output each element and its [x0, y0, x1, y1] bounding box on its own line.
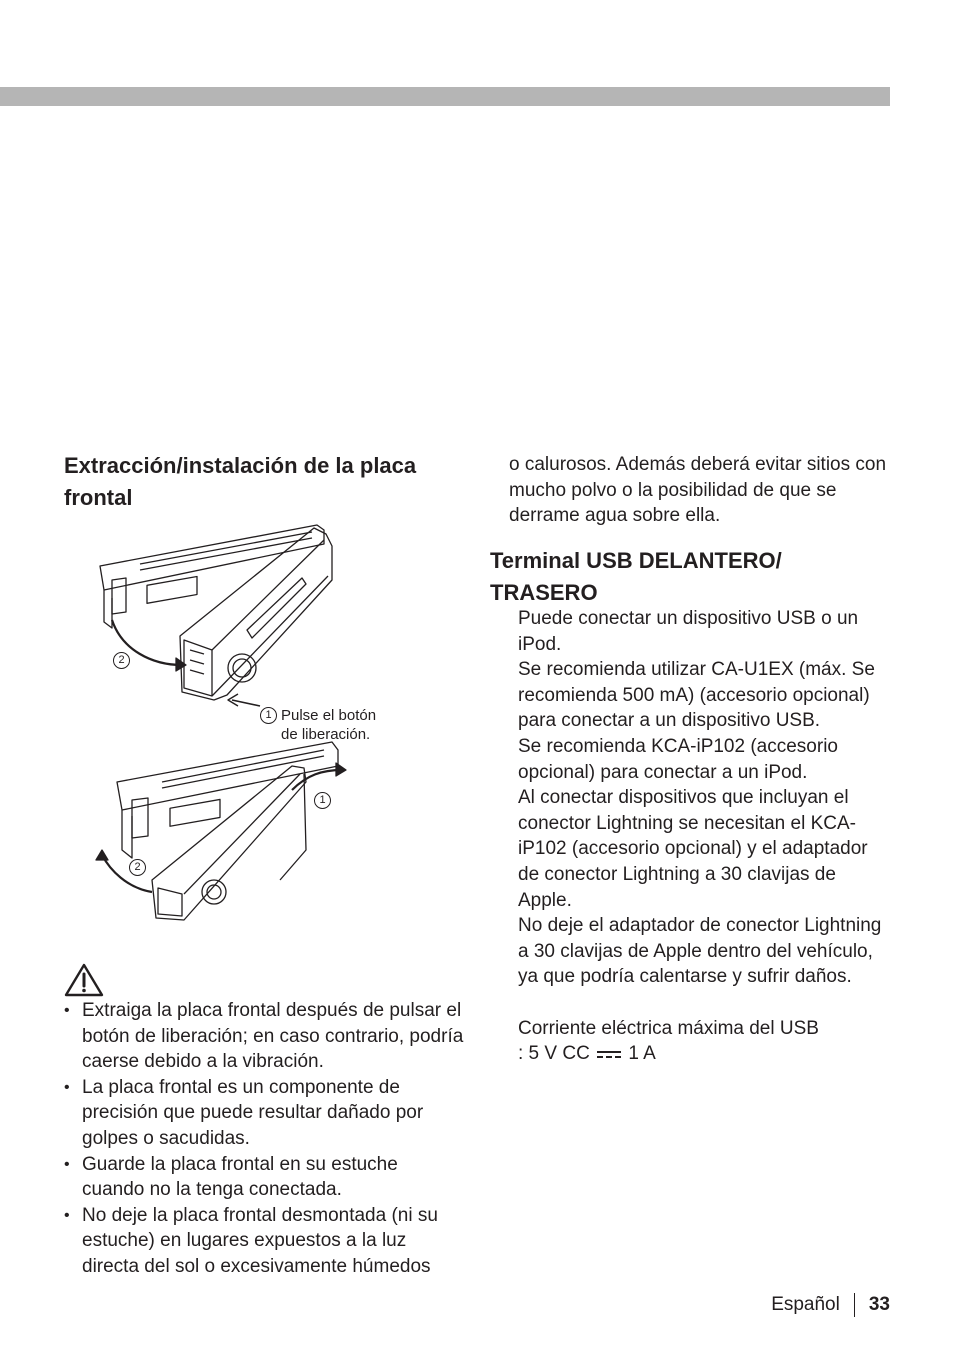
usb-heading: Terminal USB DELANTERO/ TRASERO	[490, 548, 782, 605]
caution-continuation: o calurosos. Además deberá evitar sitios con mucho polvo o la posibilidad de que se derrame agua sobre ella.	[509, 454, 887, 527]
usb-paragraph: Se recomienda KCA-iP102 (accesorio opcional) para conectar a un iPod.	[518, 735, 838, 783]
page-footer	[771, 1291, 890, 1319]
paragraph-gap	[518, 990, 890, 1016]
faceplate-heading: Extracción/instalación de la placa frontal	[64, 453, 417, 510]
usb-paragraph: No deje el adaptador de conector Lightning a 30 clavijas de Apple dentro del vehículo, ya que podría calentarse y sufrir daños.	[518, 915, 882, 988]
release-caption-line1: Pulse el botón	[281, 707, 377, 724]
usb-current-prefix: : 5 V CC	[518, 1043, 590, 1065]
faceplate-figure	[92, 520, 402, 950]
step-2-bottom-marker: 2	[129, 859, 146, 876]
step-1-top-marker: 1	[260, 707, 277, 724]
warning-icon	[64, 962, 104, 998]
usb-paragraph: Puede conectar un dispositivo USB o un iPod.	[518, 608, 859, 655]
caution-item: • No deje la placa frontal desmontada (ni su estuche) en lugares expuestos a la luz directa del sol o excesivamente húmedos	[64, 1203, 464, 1280]
step-2-top-marker: 2	[113, 652, 130, 669]
header-bar	[0, 87, 890, 106]
caution-item: • La placa frontal es un componente de precisión que puede resultar dañado por golpes o sacudidas.	[64, 1075, 464, 1152]
usb-body	[518, 606, 890, 1067]
caution-item: • Extraiga la placa frontal después de pulsar el botón de liberación; en caso contrario, podría caerse debido a la vibración.	[64, 998, 464, 1075]
page-number: 33	[868, 1294, 890, 1315]
footer-language: Español	[771, 1294, 840, 1315]
release-caption-line2: de liberación.	[281, 726, 371, 743]
usb-current-label: Corriente eléctrica máxima del USB	[518, 1017, 819, 1039]
left-column	[64, 450, 464, 514]
dc-symbol-icon	[597, 1049, 621, 1059]
usb-current-suffix: 1 A	[628, 1043, 656, 1065]
usb-paragraph: Se recomienda utilizar CA-U1EX (máx. Se recomienda 500 mA) (accesorio opcional) para conectar a un dispositivo USB.	[518, 659, 875, 732]
caution-item: • Guarde la placa frontal en su estuche cuando no la tenga conectada.	[64, 1152, 464, 1203]
usb-paragraph: Al conectar dispositivos que incluyan el conector Lightning se necesitan el KCA-iP102 (accesorio opcional) y el adaptador de conector Lightning a 30 clavijas de Apple.	[518, 787, 868, 911]
caution-list	[64, 998, 464, 1280]
step-1-bottom-marker: 1	[314, 792, 331, 809]
usb-current-value	[518, 1041, 890, 1067]
